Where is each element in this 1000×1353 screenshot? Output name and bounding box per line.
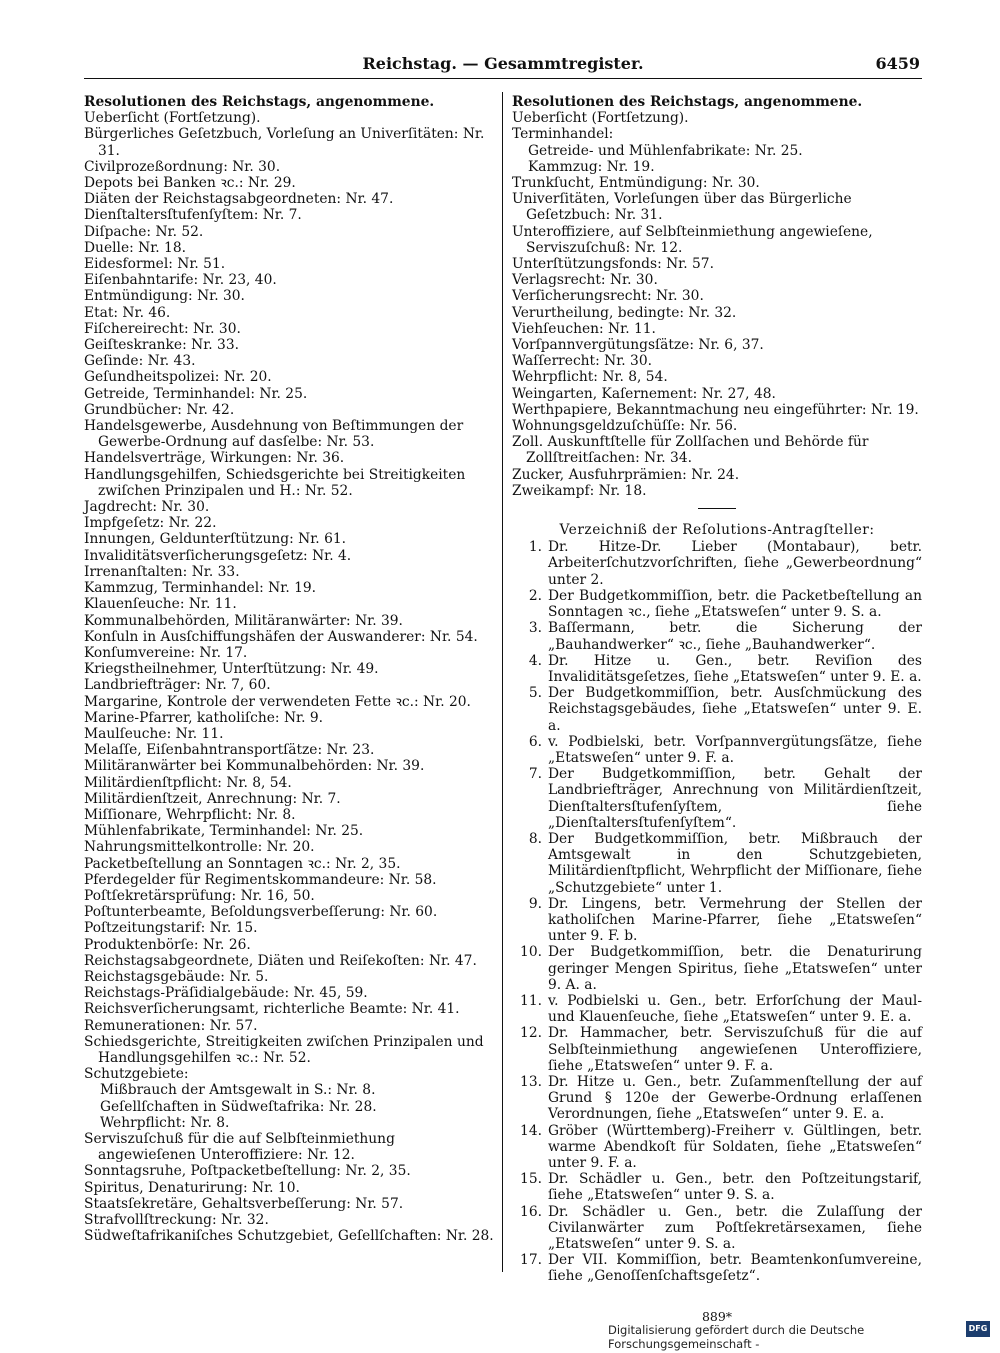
item-text: v. Podbielski u. Gen., betr. Erforſchung der Maul- und Klauenſeuche, ſiehe „Etatsweſen“ unter 9. E. a. [548, 992, 922, 1026]
index-entry: Poſtſekretärsprüfung: Nr. 16, 50. [84, 887, 315, 904]
index-entry: Staatsſekretäre, Gehaltsverbeſſerung: Nr. 57. [84, 1195, 404, 1212]
item-text: Dr. Lingens, betr. Vermehrung der Stellen der katholiſchen Marine-Pfarrer, ſiehe „Etatsweſen“ unter 9. F. b. [548, 895, 922, 945]
signature-mark: 889* [701, 1308, 733, 1324]
item-text: Dr. Schädler u. Gen., betr. den Poſtzeitungstarif, ſiehe „Etatsweſen“ unter 9. S. a. [548, 1171, 922, 1204]
item-number: 9. [528, 895, 542, 912]
footer-credit: Digitalisierung gefördert durch die Deutsche Forschungsgemeinschaft - [608, 1323, 865, 1351]
index-entry: Bürgerliches Geſetzbuch, Vorleſung an Univerſitäten: Nr. 31. [84, 126, 485, 159]
item-text: Der Budgetkommiſſion, betr. Mißbrauch der Amtsgewalt in den Schutzgebieten, Militärdienſtpflicht, Wehrpflicht der Miſſionare, ſiehe „Schutzgebiete“ unter 1. [548, 830, 922, 896]
index-entry: Pferdegelder für Regimentskommandeure: Nr. 58. [84, 871, 437, 888]
item-number: 7. [528, 766, 542, 783]
index-entry: Militärdienſtpflicht: Nr. 8, 54. [84, 774, 292, 791]
list-item [512, 588, 922, 620]
index-subentry: Kammzug: Nr. 19. [528, 158, 655, 175]
index-entry: Viehſeuchen: Nr. 11. [512, 320, 656, 337]
item-number: 2. [528, 587, 542, 604]
item-text: Der Budgetkommiſſion, betr. die Packetbeſtellung an Sonntagen ꝛc., ſiehe „Etatsweſen“ unter 9. S. a. [548, 587, 922, 621]
item-text: Dr. Hitze u. Gen., betr. Reviſion des Invaliditätsgeſetzes, ſiehe „Etatsweſen“ unter 9. E. a. [548, 652, 922, 685]
index-entry: Geſundheitspolizei: Nr. 20. [84, 369, 272, 386]
index-entry: Fiſchereirecht: Nr. 30. [84, 320, 241, 337]
applicants-list [512, 539, 922, 1284]
item-text: v. Podbielski, betr. Vorſpannvergütungsſätze, ſiehe „Etatsweſen“ unter 9. F. a. [548, 733, 922, 766]
item-number: 16. [520, 1203, 542, 1220]
index-entry: Entmündigung: Nr. 30. [84, 288, 245, 305]
index-entry: Reichsverſicherungsamt, richterliche Beamte: Nr. 41. [84, 1001, 460, 1018]
column-divider [502, 92, 503, 1272]
item-text: Der Budgetkommiſſion, betr. Ausſchmückung des Reichstagsgebäudes, ſiehe „Etatsweſen“ unter 9. E. a. [548, 685, 922, 734]
index-entry: Miſſionare, Wehrpflicht: Nr. 8. [84, 806, 296, 823]
index-entry: Reichstagsabgeordnete, Diäten und Reiſekoſten: Nr. 47. [84, 952, 477, 969]
list-item [512, 539, 922, 588]
list-item [512, 766, 922, 831]
list-item [512, 1123, 922, 1172]
index-entry: Diſpache: Nr. 52. [84, 223, 204, 240]
index-entry: Strafvollſtreckung: Nr. 32. [84, 1212, 269, 1229]
item-text: Dr. Hammacher, betr. Serviszuſchuß für die auf Selbſteinmiethung angewieſenen Unteroffiziere, ſiehe „Etatsweſen“ unter 9. F. a. [548, 1025, 922, 1074]
list-item [512, 653, 922, 685]
index-entry: Schiedsgerichte, Streitigkeiten zwiſchen Prinzipalen und Handlungsgehilfen ꝛc.: Nr. 52. [84, 1033, 484, 1066]
list-item [512, 896, 922, 945]
left-column [84, 94, 496, 1244]
item-number: 4. [528, 652, 542, 669]
index-entry: Produktenbörſe: Nr. 26. [84, 936, 251, 953]
item-number: 3. [528, 620, 542, 637]
index-entry: Zucker, Ausfuhrprämien: Nr. 24. [512, 466, 740, 483]
item-number: 15. [520, 1171, 542, 1188]
index-entry: Reichstags-Präſidialgebäude: Nr. 45, 59. [84, 985, 368, 1002]
index-entry: Geſinde: Nr. 43. [84, 353, 196, 370]
index-subentry: Mißbrauch der Amtsgewalt in S.: Nr. 8. [100, 1082, 376, 1099]
index-entry: Invaliditätsverſicherungsgeſetz: Nr. 4. [84, 547, 352, 564]
index-entry: Univerſitäten, Vorleſungen über das Bürgerliche Geſetzbuch: Nr. 31. [512, 191, 852, 224]
index-entry: Wehrpflicht: Nr. 8, 54. [512, 369, 668, 386]
index-entry: Margarine, Kontrole der verwendeten Fette ꝛc.: Nr. 20. [84, 693, 471, 710]
index-entry: Maulſeuche: Nr. 11. [84, 725, 224, 742]
index-subentry: Wehrpflicht: Nr. 8. [100, 1114, 230, 1131]
item-text: Baſſermann, betr. die Sicherung der „Bauhandwerker“ ꝛc., ſiehe „Bauhandwerker“. [548, 620, 922, 653]
index-entry: Konſuln in Ausſchiffungshäfen der Auswanderer: Nr. 54. [84, 628, 478, 645]
index-subentry: Geſellſchaften in Südweſtafrika: Nr. 28. [100, 1098, 377, 1115]
list-item [512, 620, 922, 652]
index-entry: Südweſtafrikaniſches Schutzgebiet, Geſellſchaften: Nr. 28. [84, 1228, 494, 1245]
item-number: 12. [520, 1025, 542, 1042]
index-entry: Verurtheilung, bedingte: Nr. 32. [512, 304, 737, 321]
index-entry: Sonntagsruhe, Poſtpacketbeſtellung: Nr. 2, 35. [84, 1163, 411, 1180]
index-entries [512, 126, 922, 499]
index-entry: Serviszuſchuß für die auf Selbſteinmiethung angewieſenen Unteroffiziere: Nr. 12. [84, 1131, 395, 1164]
list-item [512, 944, 922, 993]
item-text: Gröber (Württemberg)-Freiherr v. Gültlingen, betr. warme Abendkoſt für Soldaten, ſiehe „Etatsweſen“ unter 9. F. a. [548, 1122, 922, 1171]
applicants-list-title: Verzeichniß der Reſolutions-Antragſteller: [559, 522, 875, 539]
index-entry: Diäten der Reichstagsabgeordneten: Nr. 47. [84, 191, 394, 208]
item-number: 13. [520, 1073, 542, 1090]
index-entry: Klauenſeuche: Nr. 11. [84, 596, 237, 613]
index-entry: Wohnungsgeldzuſchüſſe: Nr. 56. [512, 418, 738, 435]
index-entry: Militärdienſtzeit, Anrechnung: Nr. 7. [84, 790, 341, 807]
index-entry: Waſſerrecht: Nr. 30. [512, 353, 652, 370]
index-entry: Handlungsgehilfen, Schiedsgerichte bei Streitigkeiten zwiſchen Prinzipalen und H.: Nr. 52. [84, 466, 466, 499]
index-entry: Kommunalbehörden, Militäranwärter: Nr. 39. [84, 612, 403, 629]
index-entry: Konſumvereine: Nr. 17. [84, 644, 248, 661]
item-number: 14. [520, 1122, 542, 1139]
index-entry: Schutzgebiete: [84, 1066, 189, 1083]
item-number: 11. [520, 992, 542, 1009]
index-entry: Eiſenbahntarife: Nr. 23, 40. [84, 272, 277, 289]
index-entry: Dienſtaltersſtufenſyſtem: Nr. 7. [84, 207, 302, 224]
separator-rule [698, 508, 736, 509]
index-entry: Unterſtützungsfonds: Nr. 57. [512, 256, 714, 273]
item-number: 10. [520, 944, 542, 961]
list-item [512, 734, 922, 766]
index-entry: Eidesformel: Nr. 51. [84, 256, 226, 273]
index-entry: Innungen, Geldunterſtützung: Nr. 61. [84, 531, 347, 548]
index-entry: Unteroffiziere, auf Selbſteinmiethung angewieſene, Serviszuſchuß: Nr. 12. [512, 223, 873, 256]
item-number: 8. [528, 830, 542, 847]
index-entry: Vorſpannvergütungsſätze: Nr. 6, 37. [512, 337, 764, 354]
list-item [512, 685, 922, 734]
index-entry: Militäranwärter bei Kommunalbehörden: Nr. 39. [84, 758, 425, 775]
right-column [512, 94, 922, 1325]
item-number: 17. [520, 1252, 542, 1269]
item-text: Der Budgetkommiſſion, betr. die Denaturirung geringer Mengen Spiritus, ſiehe „Etatsweſen“ unter 9. A. a. [548, 944, 922, 993]
item-number: 6. [528, 733, 542, 750]
index-entry: Poſtzeitungstarif: Nr. 15. [84, 920, 258, 937]
item-text: Dr. Schädler u. Gen., betr. die Zulaſſung der Civilanwärter zum Poſtſekretärsexamen, ſiehe „Etatsweſen“ unter 9. S. a. [548, 1203, 922, 1253]
index-entry: Weingarten, Kaſernement: Nr. 27, 48. [512, 385, 776, 402]
index-entry: Getreide, Terminhandel: Nr. 25. [84, 385, 308, 402]
index-entry: Impfgeſetz: Nr. 22. [84, 515, 217, 532]
list-item [512, 993, 922, 1025]
index-entry: Werthpapiere, Bekanntmachung neu eingeführter: Nr. 19. [512, 401, 919, 418]
list-item [512, 1204, 922, 1253]
list-item [512, 1074, 922, 1123]
index-entry: Grundbücher: Nr. 42. [84, 401, 235, 418]
index-entry: Kriegstheilnehmer, Unterſtützung: Nr. 49. [84, 661, 379, 678]
index-entry: Poſtunterbeamte, Beſoldungsverbeſſerung: Nr. 60. [84, 904, 438, 921]
running-title: Reichstag. — Gesammtregister. [362, 54, 644, 73]
index-entry: Civilprozeßordnung: Nr. 30. [84, 158, 281, 175]
index-entry: Irrenanſtalten: Nr. 33. [84, 563, 240, 580]
index-entry: Reichstagsgebäude: Nr. 5. [84, 968, 269, 985]
index-entry: Zoll. Auskunftſtelle für Zollſachen und Behörde für Zollſtreitſachen: Nr. 34. [512, 434, 869, 467]
item-text: Der VII. Kommiſſion, betr. Beamtenkonſumvereine, ſiehe „Genoſſenſchaftsgeſetz“. [548, 1252, 922, 1285]
item-text: Der Budgetkommiſſion, betr. Gehalt der Landbriefträger, Anrechnung von Militärdienſtzeit, Dienſtaltersſtufenſyſtem, ſiehe „Dienſtaltersſtufenſyſtem“. [548, 766, 922, 831]
page-header [84, 52, 922, 79]
index-entry: Geiſteskranke: Nr. 33. [84, 337, 239, 354]
index-entry: Handelsgewerbe, Ausdehnung von Beſtimmungen der Gewerbe-Ordnung auf dasſelbe: Nr. 53. [84, 418, 464, 451]
index-entry: Landbriefträger: Nr. 7, 60. [84, 677, 271, 694]
section-heading: Resolutionen des Reichstags, angenommene. Ueberſicht (Fortſetzung). [512, 94, 863, 127]
page-number: 6459 [875, 54, 920, 73]
index-entry: Zweikampf: Nr. 18. [512, 482, 647, 499]
list-item [512, 1025, 922, 1074]
list-item [512, 831, 922, 896]
index-entry: Terminhandel: [512, 126, 614, 143]
index-entry: Verſicherungsrecht: Nr. 30. [512, 288, 704, 305]
index-entry: Duelle: Nr. 18. [84, 239, 187, 256]
item-number: 1. [528, 539, 542, 556]
index-entry: Melaſſe, Eiſenbahntransportſätze: Nr. 23. [84, 742, 375, 759]
dfg-logo: DFG [966, 1321, 990, 1337]
index-entry: Remunerationen: Nr. 57. [84, 1017, 258, 1034]
item-text: Dr. Hitze u. Gen., betr. Zuſammenſtellung der auf Grund § 120e der Gewerbe-Ordnung erlaſſenen Verordnungen, ſiehe „Etatsweſen“ unter 9. E. a. [548, 1073, 922, 1123]
index-entry: Nahrungsmittelkontrolle: Nr. 20. [84, 839, 315, 856]
section-heading: Resolutionen des Reichstags, angenommene. Ueberſicht (Fortſetzung). [84, 94, 435, 127]
index-entry: Jagdrecht: Nr. 30. [84, 499, 210, 516]
index-entry: Kammzug, Terminhandel: Nr. 19. [84, 580, 317, 597]
index-entry: Trunkſucht, Entmündigung: Nr. 30. [512, 175, 760, 192]
index-subentry: Getreide- und Mühlenfabrikate: Nr. 25. [528, 142, 803, 159]
index-entry: Etat: Nr. 46. [84, 304, 171, 321]
index-entry: Handelsverträge, Wirkungen: Nr. 36. [84, 450, 345, 467]
index-entry: Marine-Pfarrer, katholiſche: Nr. 9. [84, 709, 324, 726]
index-entry: Depots bei Banken ꝛc.: Nr. 29. [84, 175, 296, 192]
index-entries [84, 126, 496, 1244]
list-item [512, 1252, 922, 1284]
list-item [512, 1171, 922, 1203]
index-entry: Spiritus, Denaturirung: Nr. 10. [84, 1179, 300, 1196]
index-entry: Mühlenfabrikate, Terminhandel: Nr. 25. [84, 823, 364, 840]
index-entry: Verlagsrecht: Nr. 30. [512, 272, 658, 289]
item-number: 5. [528, 685, 542, 702]
index-entry: Packetbeſtellung an Sonntagen ꝛc.: Nr. 2, 35. [84, 855, 401, 872]
item-text: Dr. Hitze-Dr. Lieber (Montabaur), betr. Arbeiterſchutzvorſchriften, ſiehe „Gewerbeordnung“ unter 2. [548, 539, 922, 588]
